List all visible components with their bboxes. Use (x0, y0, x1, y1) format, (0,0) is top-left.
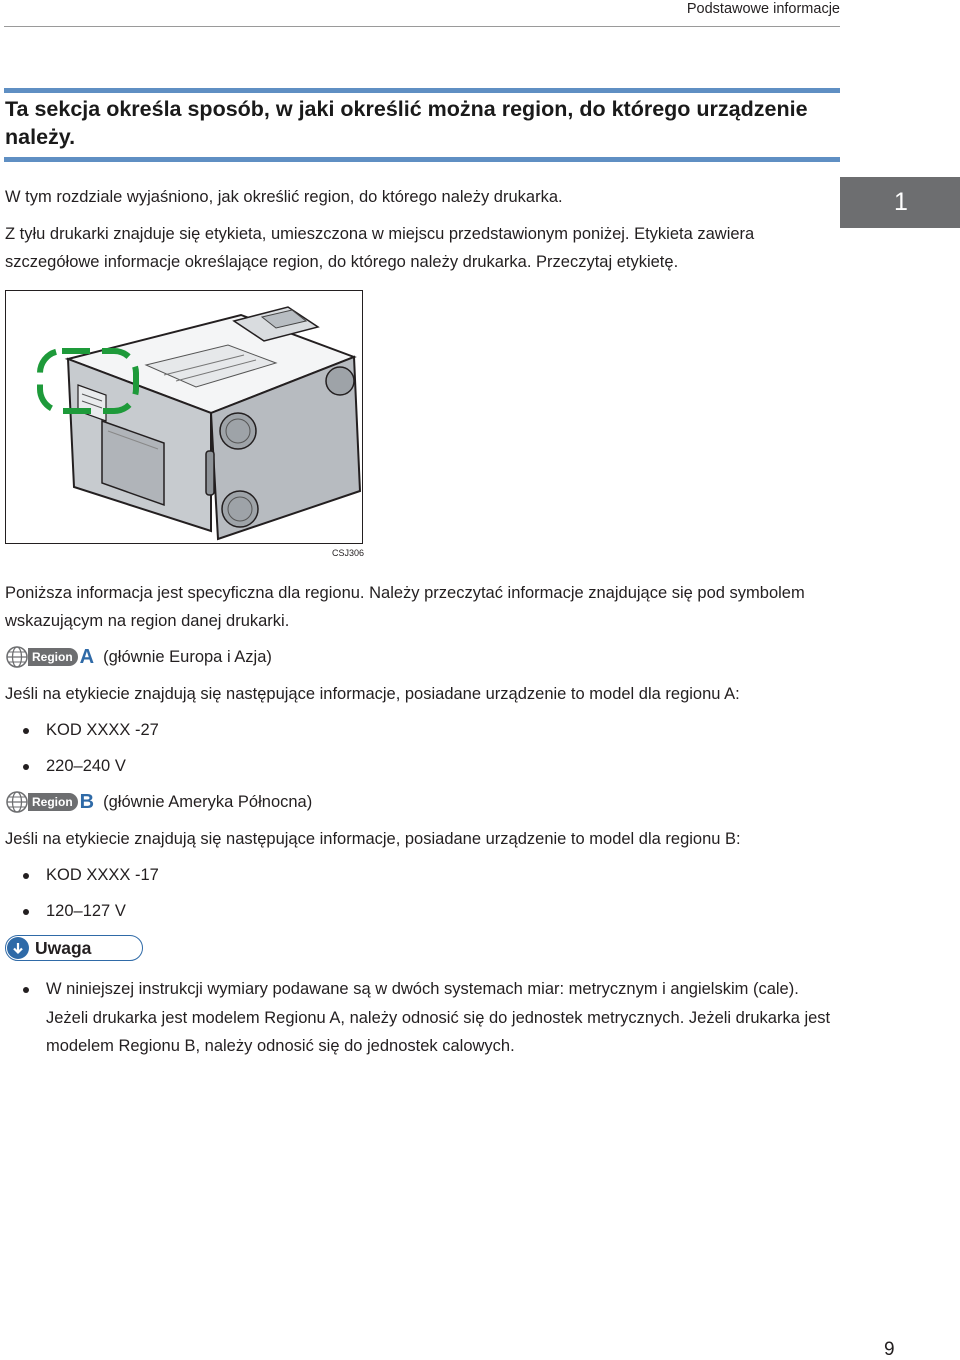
figure-code: CSJ306 (332, 548, 365, 558)
region-a-badge-word: Region (28, 648, 78, 666)
region-a-badge (5, 645, 94, 669)
region-a-item-text: KOD XXXX -27 (46, 721, 159, 739)
region-b-item-text: KOD XXXX -17 (46, 866, 159, 884)
region-a-note: (głównie Europa i Azja) (103, 647, 272, 666)
region-b-description: Jeśli na etykiecie znajdują się następujące informacje, posiadane urządzenie to model dla regionu B: (5, 830, 741, 848)
region-b-note: (głównie Ameryka Północna) (103, 792, 313, 811)
intro-paragraph-1: W tym rozdziale wyjaśniono, jak określić region, do którego należy drukarka. (5, 188, 563, 206)
region-a-description: Jeśli na etykiecie znajdują się następujące informacje, posiadane urządzenie to model dla regionu A: (5, 685, 740, 703)
section-title: Ta sekcja określa sposób, w jaki określić można region, do którego urządzenie należy. (5, 97, 808, 149)
bullet-dot (23, 987, 29, 993)
bullet-dot (23, 764, 29, 770)
chapter-tab (840, 177, 960, 228)
arrow-down-icon (7, 937, 29, 959)
region-a-badge-letter: A (79, 646, 95, 668)
region-b-item-text: 120–127 V (46, 902, 126, 920)
intro-paragraph-2: Z tyłu drukarki znajduje się etykieta, umieszczona w miejscu przedstawionym poniżej. Etykieta zawiera szczegółowe informacje określające region, do którego należy drukarka. Przeczytaj etykietę. (5, 225, 755, 271)
bullet-dot (23, 909, 29, 915)
chapter-number: 1 (894, 188, 908, 216)
note-text: W niniejszej instrukcji wymiary podawane są w dwóch systemach miar: metrycznym i angielskim (cale). Jeżeli drukarka jest modelem Regionu A, należy odnosić się do jednostek metrycznych. Jeżeli drukarka jest modelem Regionu B, należy odnosić się do jednostek calowych. (46, 980, 831, 1055)
printer-illustration (5, 290, 363, 544)
note-badge (5, 935, 143, 961)
region-b-badge-word: Region (28, 793, 78, 811)
region-a-item-text: 220–240 V (46, 757, 126, 775)
region-b-badge (5, 790, 94, 814)
bullet-dot (23, 873, 29, 879)
page-number: 9 (884, 1339, 895, 1360)
region-b-heading (5, 790, 312, 814)
running-header: Podstawowe informacje (686, 1, 840, 17)
region-b-badge-letter: B (79, 791, 95, 813)
region-specific-paragraph: Poniższa informacja jest specyficzna dla regionu. Należy przeczytać informacje znajdujące się pod symbolem wskazującym na region danej drukarki. (5, 584, 805, 630)
section-bar-bottom (4, 157, 840, 162)
bullet-dot (23, 728, 29, 734)
header-rule (4, 26, 840, 27)
note-label: Uwaga (35, 937, 92, 958)
printer-rear-icon (6, 291, 362, 543)
note-item (23, 975, 833, 1061)
region-a-heading (5, 645, 272, 669)
section-bar-top (4, 88, 840, 93)
